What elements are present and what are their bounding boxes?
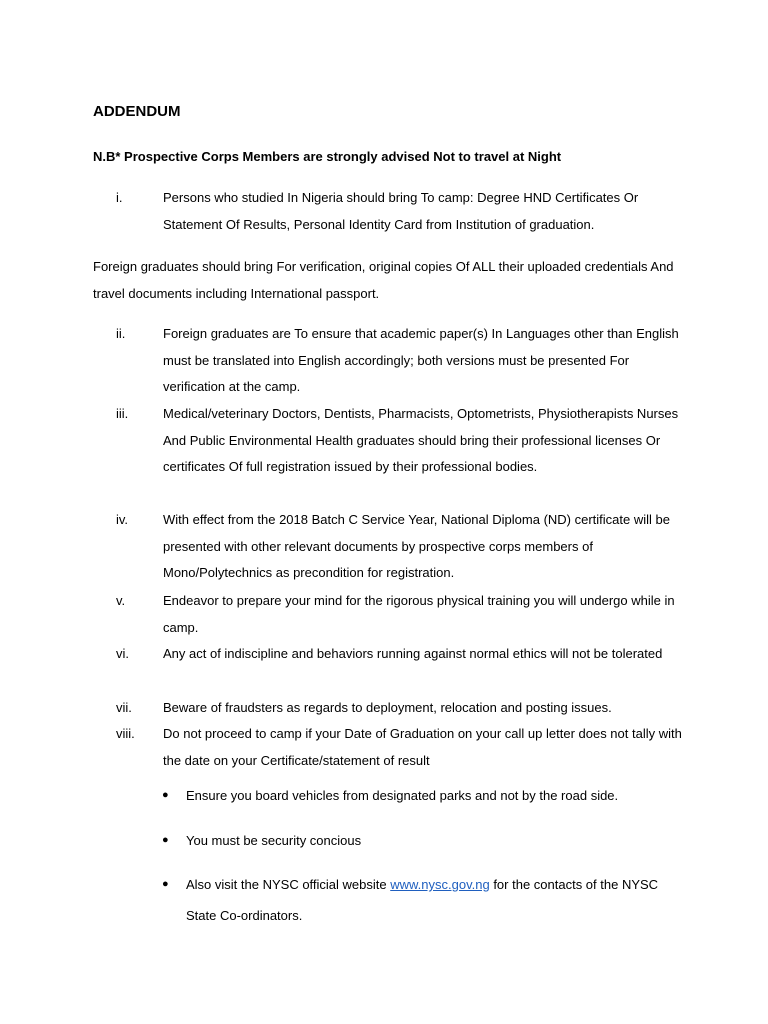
list-item-number: iv.	[116, 512, 129, 527]
list-item-text: Persons who studied In Nigeria should bring To camp: Degree HND Certificates Or Statement Of Results, Personal Identity Card from Institution of graduation.	[163, 190, 639, 232]
foreign-graduates-paragraph: Foreign graduates should bring For verification, original copies Of ALL their uploaded credentials And travel documents including International passport.	[93, 259, 674, 301]
list-item-text: Any act of indiscipline and behaviors running against normal ethics will not be tolerated	[163, 646, 663, 661]
list-item-text: With effect from the 2018 Batch C Service Year, National Diploma (ND) certificate will be presented with other relevant documents by prospective corps members of Mono/Polytechnics as precondition for registration.	[163, 512, 670, 581]
list-item-text: Do not proceed to camp if your Date of Graduation on your call up letter does not tally with the date on your Certificate/statement of result	[163, 726, 682, 768]
page-title: ADDENDUM	[93, 103, 181, 120]
bullet-icon: ●	[162, 834, 169, 846]
bullet-text	[186, 869, 676, 931]
nysc-website-link[interactable]: www.nysc.gov.ng	[390, 877, 490, 892]
list-item-text: Foreign graduates are To ensure that academic paper(s) In Languages other than English must be translated into English accordingly; both versions must be presented For verification at the camp.	[163, 326, 679, 395]
bullet-text-after-link: for the contacts of the NYSC State Co-ordinators.	[186, 877, 659, 923]
list-item-number: ii.	[116, 326, 126, 341]
list-item-number: vii.	[116, 700, 132, 715]
nb-notice: N.B* Prospective Corps Members are strongly advised Not to travel at Night	[93, 149, 562, 164]
bullet-text-before-link: Also visit the NYSC official website	[186, 877, 391, 892]
list-item-number: iii.	[116, 406, 129, 421]
list-item-number: i.	[116, 190, 123, 205]
bullet-icon: ●	[162, 789, 169, 801]
bullet-icon: ●	[162, 878, 169, 890]
list-item-number: viii.	[116, 726, 135, 741]
list-item-text: Endeavor to prepare your mind for the rigorous physical training you will undergo while in camp.	[163, 593, 675, 635]
list-item-text: Beware of fraudsters as regards to deployment, relocation and posting issues.	[163, 700, 612, 715]
bullet-text: You must be security concious	[186, 833, 362, 848]
list-item-number: v.	[116, 593, 126, 608]
bullet-text: Ensure you board vehicles from designated parks and not by the road side.	[186, 788, 619, 803]
list-item-number: vi.	[116, 646, 129, 661]
list-item-text: Medical/veterinary Doctors, Dentists, Pharmacists, Optometrists, Physiotherapists Nurses And Public Environmental Health graduates should bring their professional licenses Or certificates Of full registration issued by their professional bodies.	[163, 406, 679, 475]
